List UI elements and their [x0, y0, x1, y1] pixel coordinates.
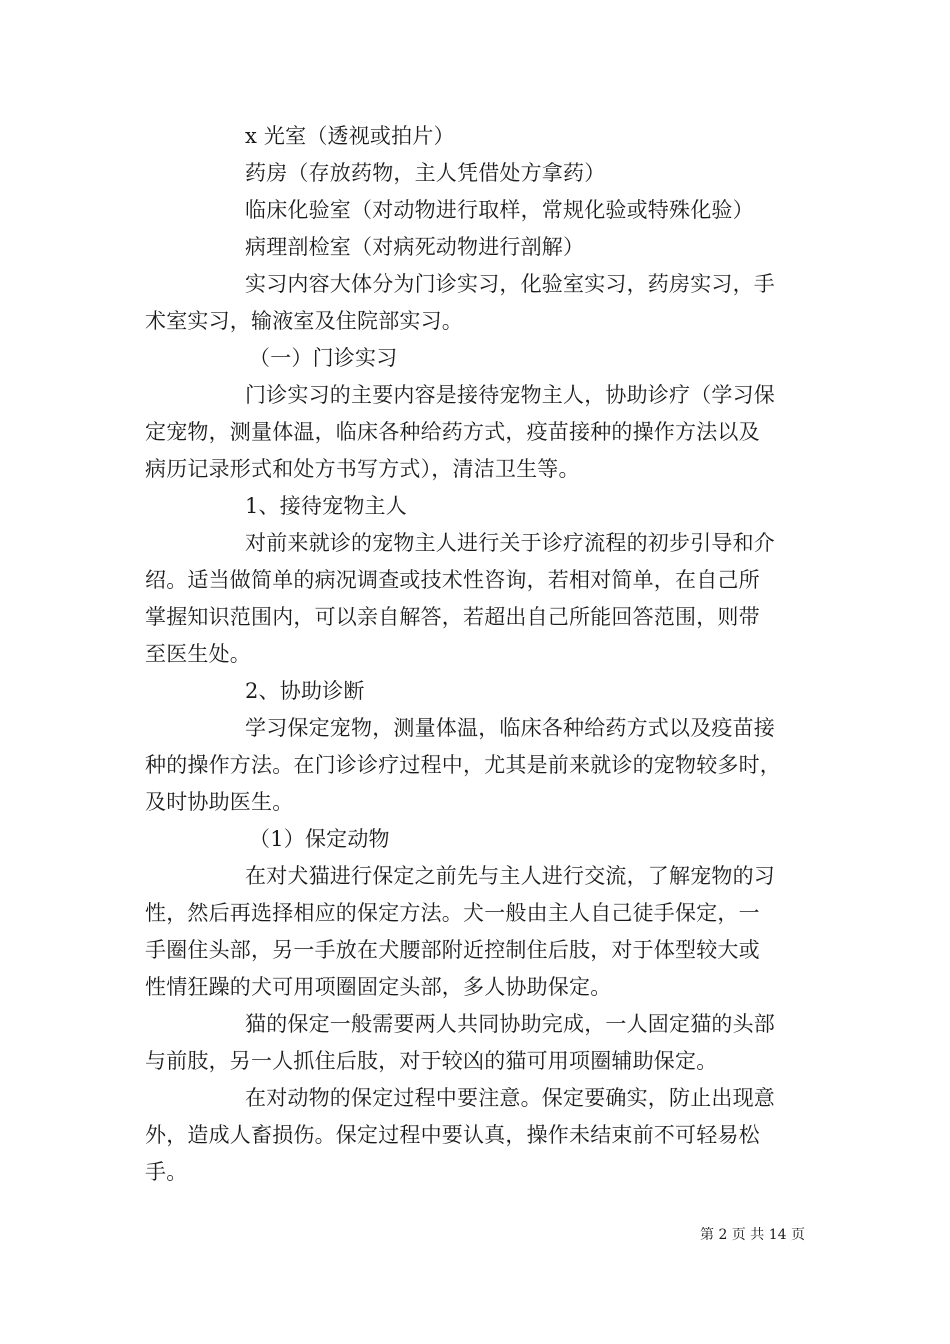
paragraph-line: 性情狂躁的犬可用项圈固定头部，多人协助保定。 [145, 975, 612, 999]
paragraph-line: 及时协助医生。 [145, 790, 294, 814]
paragraph-line: 与前肢，另一人抓住后肢，对于较凶的猫可用项圈辅助保定。 [145, 1049, 718, 1073]
text-line-pathology-room: 病理剖检室（对病死动物进行剖解） [245, 235, 585, 259]
paragraph-line: 在对动物的保定过程中要注意。保定要确实，防止出现意 [245, 1086, 775, 1110]
text-line-pharmacy: 药房（存放药物，主人凭借处方拿药） [245, 161, 606, 185]
paragraph-line: 手圈住头部，另一手放在犬腰部附近控制住后肢，对于体型较大或 [145, 938, 760, 962]
text-line-clinical-lab: 临床化验室（对动物进行取样，常规化验或特殊化验） [245, 198, 754, 222]
page-number-footer: 第 2 页 共 14 页 [700, 1227, 805, 1243]
paragraph-line: 掌握知识范围内，可以亲自解答，若超出自己所能回答范围，则带 [145, 605, 760, 629]
paragraph-line: 绍。适当做简单的病况调查或技术性咨询，若相对简单，在自己所 [145, 568, 760, 592]
paragraph-line: 外，造成人畜损伤。保定过程中要认真，操作未结束前不可轻易松 [145, 1123, 760, 1147]
paragraph-line: 实习内容大体分为门诊实习，化验室实习，药房实习，手 [245, 272, 775, 296]
paragraph-line: 病历记录形式和处方书写方式），清洁卫生等。 [145, 457, 580, 481]
paragraph-line: 学习保定宠物，测量体温，临床各种给药方式以及疫苗接 [245, 716, 775, 740]
paragraph-line: 至医生处。 [145, 642, 251, 666]
paragraph-line: 猫的保定一般需要两人共同协助完成，一人固定猫的头部 [245, 1012, 775, 1036]
paragraph-line: 在对犬猫进行保定之前先与主人进行交流，了解宠物的习 [245, 864, 775, 888]
paragraph-line: 手。 [145, 1160, 188, 1184]
subheading-reception: 1、接待宠物主人 [245, 494, 407, 518]
paragraph-line: 门诊实习的主要内容是接待宠物主人，协助诊疗（学习保 [245, 383, 775, 407]
subheading-restrain-animals: （1）保定动物 [249, 827, 390, 851]
document-body [145, 118, 805, 1191]
subheading-assist-diagnosis: 2、协助诊断 [245, 679, 365, 703]
paragraph-line: 种的操作方法。在门诊诊疗过程中，尤其是前来就诊的宠物较多时， [145, 753, 781, 777]
paragraph-line: 术室实习，输液室及住院部实习。 [145, 309, 463, 333]
section-heading-outpatient: （一）门诊实习 [249, 346, 398, 370]
paragraph-line: 对前来就诊的宠物主人进行关于诊疗流程的初步引导和介 [245, 531, 775, 555]
paragraph-line: 定宠物，测量体温，临床各种给药方式，疫苗接种的操作方法以及 [145, 420, 760, 444]
paragraph-line: 性，然后再选择相应的保定方法。犬一般由主人自己徒手保定，一 [145, 901, 760, 925]
text-line-xray-room: x 光室（透视或拍片） [245, 124, 455, 148]
